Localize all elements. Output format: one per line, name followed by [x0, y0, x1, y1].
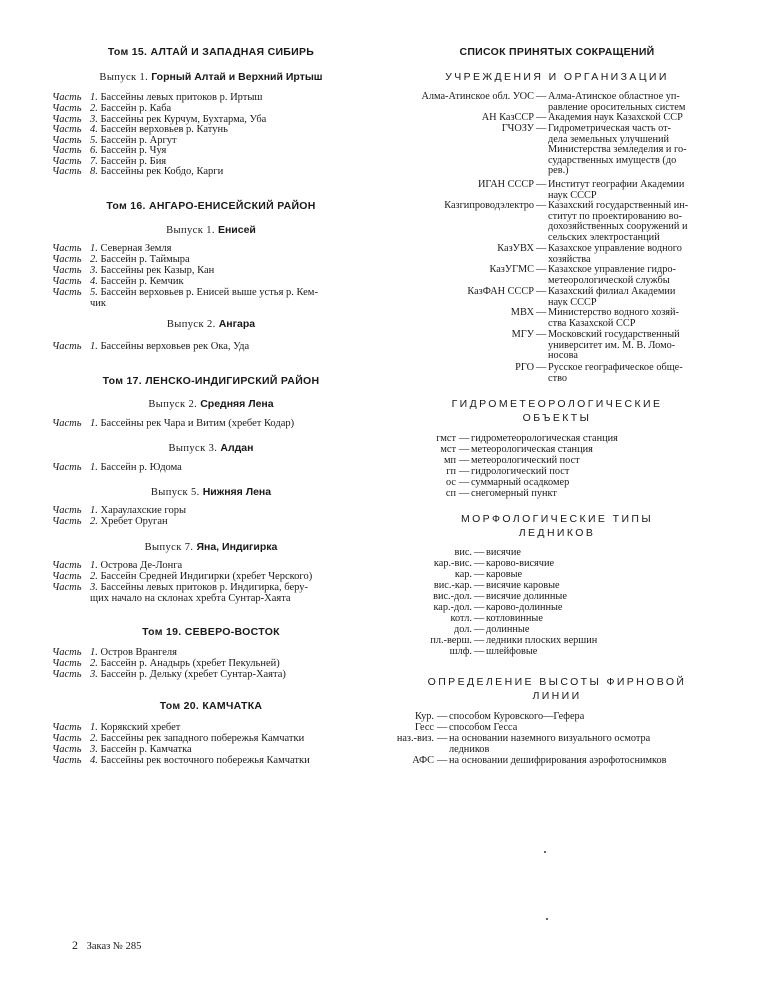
part-text: Хребет Оруган	[100, 516, 168, 527]
issue-heading	[52, 541, 370, 553]
part-label: Часть	[52, 516, 82, 527]
list-item	[52, 572, 370, 583]
part-label: Часть	[52, 755, 82, 766]
list-item	[52, 517, 370, 528]
definition: на основании наземного визуального осмотра	[449, 733, 651, 744]
abbreviation: мп	[443, 455, 456, 466]
part-number: 3.	[90, 265, 98, 276]
abbreviation: РГО	[515, 362, 534, 373]
definition: долинные	[486, 624, 530, 635]
part-label: Часть	[52, 341, 82, 352]
list-item	[52, 244, 370, 255]
part-label: Часть	[52, 135, 82, 146]
list-item	[52, 723, 370, 734]
part-label: Часть	[52, 733, 82, 744]
part-text: Бассейн р. Аргут	[100, 135, 177, 146]
abbreviation: АН КазССР	[481, 112, 534, 123]
abbreviation: пл.-верш.	[430, 635, 472, 646]
part-text: Остров Врангеля	[100, 647, 177, 658]
part-number: 2.	[90, 571, 98, 582]
abbreviation: вис.-дол.	[433, 591, 472, 602]
definition: гидрологический пост	[471, 466, 570, 477]
part-number: 7.	[90, 156, 98, 167]
part-number: 3.	[90, 582, 98, 593]
part-number: 4.	[90, 276, 98, 287]
definition: шлейфовые	[486, 646, 538, 657]
list-item	[52, 167, 370, 178]
definition: Казахское управление гидро- метеорологической службы	[548, 264, 676, 286]
part-number: 2.	[90, 658, 98, 669]
abbreviation: кар.-вис.	[433, 558, 472, 569]
issue-label: Выпуск 1.	[99, 72, 149, 83]
list-item	[52, 277, 370, 288]
definition: ледники плоских вершин	[486, 635, 598, 646]
part-label: Часть	[52, 276, 82, 287]
part-label: Часть	[52, 103, 82, 114]
list-item	[52, 342, 370, 353]
list-item	[52, 146, 370, 157]
list-item	[52, 756, 370, 767]
part-number: 2.	[90, 254, 98, 265]
list-item	[52, 648, 370, 659]
part-label: Часть	[52, 92, 82, 103]
definition: Алма-Атинское областное уп- равление оросительных систем	[548, 91, 686, 113]
abbreviation: гмст	[436, 433, 456, 444]
page-footer	[72, 938, 141, 953]
issue-label: Выпуск 7.	[144, 542, 194, 553]
abbreviation: Казгипроводэлектро	[444, 200, 534, 211]
abbreviation: шлф.	[449, 646, 472, 657]
abbreviation: ИГАН СССР	[477, 179, 534, 190]
list-item	[52, 125, 370, 136]
definition: гидрометеорологическая станция	[471, 433, 618, 444]
part-label: Часть	[52, 505, 82, 516]
part-number: 3.	[90, 744, 98, 755]
issue-heading	[52, 442, 370, 454]
part-label: Часть	[52, 582, 82, 593]
list-item	[52, 419, 370, 430]
scan-speck	[544, 851, 546, 853]
volume-title: Том 20. КАМЧАТКА	[159, 700, 263, 712]
issue-name: Яна, Индигирка	[196, 541, 278, 553]
page-number: 2	[72, 938, 78, 952]
issue-label: Выпуск 2.	[166, 319, 216, 330]
part-label: Часть	[52, 669, 82, 680]
definition: котловинные	[486, 613, 543, 624]
definition: на основании дешифрирования аэрофотоснимков	[449, 755, 667, 766]
part-text: Бассейны рек западного побережья Камчатки	[100, 733, 305, 744]
definition: Гидрометрическая часть от- дела земельных улучшений Министерства земледелия и го- сударственных имуществ (до рев.)	[548, 123, 687, 177]
issue-label: Выпуск 3.	[168, 443, 218, 454]
abbreviation: котл.	[450, 613, 472, 624]
part-number: 3.	[90, 114, 98, 125]
volume-title: Том 16. АНГАРО-ЕНИСЕЙСКИЙ РАЙОН	[106, 200, 316, 212]
abbreviation: КазУГМС	[489, 264, 534, 275]
abbreviations-title: СПИСОК ПРИНЯТЫХ СОКРАЩЕНИЙ	[459, 46, 655, 58]
abbreviation: Гесс	[414, 722, 434, 733]
definition: Институт географии Академии наук СССР	[548, 179, 685, 201]
definition: карово-долинные	[486, 602, 563, 613]
scan-speck	[546, 918, 548, 920]
definition: способом Гесса	[449, 722, 518, 733]
part-number: 1.	[90, 722, 98, 733]
abbreviation: МГУ	[511, 329, 534, 340]
part-text: Бассейн верховьев р. Катунь	[100, 124, 228, 135]
abbreviation: Алма-Атинское обл. УОС	[421, 91, 534, 102]
part-number: 4.	[90, 124, 98, 135]
part-label: Часть	[52, 744, 82, 755]
part-text: Бассейны рек Казыр, Кан	[100, 265, 215, 276]
section-heading: МОРФОЛОГИЧЕСКИЕ ТИПЫ	[460, 513, 654, 525]
definition: Казахский государственный ин- ститут по проектированию во- дохозяйственных сооружений и сельских электростанций	[548, 200, 689, 243]
part-number: 5.	[90, 287, 98, 298]
part-text: Бассейны рек Курчум, Бухтарма, Уба	[100, 114, 267, 125]
list-item-continuation: чик	[90, 298, 107, 309]
section-heading: ГИДРОМЕТЕОРОЛОГИЧЕСКИЕ	[451, 398, 663, 410]
list-item	[52, 463, 370, 474]
issue-heading	[52, 318, 370, 330]
part-text: Бассейн р. Кемчик	[100, 276, 184, 287]
definition: ледников	[449, 744, 490, 755]
issue-heading	[52, 71, 370, 83]
part-number: 1.	[90, 92, 98, 103]
part-label: Часть	[52, 722, 82, 733]
list-item	[52, 670, 370, 681]
part-number: 2.	[90, 733, 98, 744]
part-text: Бассейны левых притоков р. Индигирка, беру-	[100, 582, 309, 593]
part-text: Северная Земля	[100, 243, 172, 254]
section-heading: УЧРЕЖДЕНИЯ И ОРГАНИЗАЦИИ	[445, 71, 669, 83]
issue-name: Горный Алтай и Верхний Иртыш	[151, 71, 323, 83]
part-text: Бассейн р. Каба	[100, 103, 172, 114]
definition: висячие	[486, 547, 521, 558]
part-label: Часть	[52, 462, 82, 473]
abbreviation: КазФАН СССР	[467, 286, 534, 297]
issue-name: Енисей	[217, 224, 256, 236]
issue-heading	[52, 398, 370, 410]
definition: Московский государственный университет им. М. В. Ломо- носова	[548, 329, 680, 362]
part-text: Бассейн р. Юдома	[100, 462, 182, 473]
part-number: 1.	[90, 243, 98, 254]
list-item	[52, 561, 370, 572]
issue-name: Средняя Лена	[200, 398, 274, 410]
definition: каровые	[486, 569, 523, 580]
part-text: Бассейн р. Бия	[100, 156, 167, 167]
issue-name: Нижняя Лена	[202, 486, 272, 498]
abbreviation: Кур.	[415, 711, 434, 722]
abbreviation: дол.	[454, 624, 472, 635]
abbreviation: кар.	[454, 569, 472, 580]
list-item	[52, 104, 370, 115]
part-text: Бассейн р. Таймыра	[100, 254, 190, 265]
part-text: Бассейн р. Дельку (хребет Сунтар-Хаята)	[100, 669, 286, 680]
part-number: 6.	[90, 145, 98, 156]
volume-title: Том 17. ЛЕНСКО-ИНДИГИРСКИЙ РАЙОН	[102, 375, 320, 387]
part-label: Часть	[52, 265, 82, 276]
volume-title: Том 19. СЕВЕРО-ВОСТОК	[142, 626, 280, 638]
part-label: Часть	[52, 254, 82, 265]
part-label: Часть	[52, 124, 82, 135]
part-label: Часть	[52, 166, 82, 177]
part-label: Часть	[52, 156, 82, 167]
list-item	[52, 734, 370, 745]
part-label: Часть	[52, 560, 82, 571]
definition: Казахское управление водного хозяйства	[548, 243, 682, 265]
part-number: 1.	[90, 462, 98, 473]
section-heading-line2: ОБЪЕКТЫ	[522, 412, 592, 424]
section-heading: ОПРЕДЕЛЕНИЕ ВЫСОТЫ ФИРНОВОЙ	[427, 676, 687, 688]
part-label: Часть	[52, 243, 82, 254]
part-text: Острова Де-Лонга	[100, 560, 183, 571]
part-label: Часть	[52, 418, 82, 429]
part-number: 8.	[90, 166, 98, 177]
list-item	[52, 506, 370, 517]
part-label: Часть	[52, 658, 82, 669]
abbreviation: сп	[445, 488, 456, 499]
part-text: Бассейны верховьев рек Ока, Уда	[100, 341, 250, 352]
part-number: 4.	[90, 755, 98, 766]
volume-title: Том 15. АЛТАЙ И ЗАПАДНАЯ СИБИРЬ	[107, 46, 315, 58]
list-item	[52, 255, 370, 266]
part-label: Часть	[52, 145, 82, 156]
definition: суммарный осадкомер	[471, 477, 570, 488]
abbreviation: АФС	[412, 755, 434, 766]
definition: снегомерный пункт	[471, 488, 557, 499]
part-number: 1.	[90, 647, 98, 658]
part-label: Часть	[52, 647, 82, 658]
list-item	[52, 583, 370, 594]
part-text: Бассейн Средней Индигирки (хребет Черского)	[100, 571, 313, 582]
part-number: 1.	[90, 560, 98, 571]
abbreviation: ГЧОЗУ	[501, 123, 534, 134]
part-label: Часть	[52, 287, 82, 298]
abbreviation: вис.-кар.	[433, 580, 472, 591]
part-number: 1.	[90, 418, 98, 429]
order-number: Заказ № 285	[86, 941, 142, 952]
abbreviation: мст	[440, 444, 456, 455]
list-item	[52, 93, 370, 104]
section-heading-line2: ЛЕДНИКОВ	[518, 527, 596, 539]
part-text: Бассейн верховьев р. Енисей выше устья р. Кем-	[100, 287, 318, 298]
part-number: 1.	[90, 505, 98, 516]
list-item	[52, 288, 370, 299]
definition: способом Куровского—Гефера	[449, 711, 585, 722]
part-number: 2.	[90, 516, 98, 527]
part-text: Бассейн р. Анадырь (хребет Пекульней)	[100, 658, 280, 669]
part-text: Бассейн р. Камчатка	[100, 744, 192, 755]
definition: Русское географическое обще- ство	[548, 362, 683, 384]
abbreviation: вис.	[454, 547, 472, 558]
definition: метеорологическая станция	[471, 444, 593, 455]
abbreviation: ос	[446, 477, 456, 488]
issue-label: Выпуск 5.	[150, 487, 200, 498]
part-text: Бассейны левых притоков р. Иртыш	[100, 92, 263, 103]
part-label: Часть	[52, 114, 82, 125]
part-text: Бассейн р. Чуя	[100, 145, 167, 156]
part-text: Хараулахские горы	[100, 505, 187, 516]
definition: метеорологический пост	[471, 455, 580, 466]
issue-label: Выпуск 1.	[166, 225, 215, 236]
part-number: 2.	[90, 103, 98, 114]
part-number: 1.	[90, 341, 98, 352]
issue-label: Выпуск 2.	[148, 399, 198, 410]
definition: висячие долинные	[486, 591, 567, 602]
issue-name: Ангара	[218, 318, 256, 330]
part-text: Бассейны рек Кобдо, Карги	[100, 166, 224, 177]
definition: карово-висячие	[486, 558, 555, 569]
issue-heading	[52, 224, 370, 236]
part-number: 3.	[90, 669, 98, 680]
definition: Министерство водного хозяй- ства Казахской ССР	[548, 307, 679, 329]
definition: висячие каровые	[486, 580, 560, 591]
abbreviation: гп	[446, 466, 456, 477]
list-item	[52, 745, 370, 756]
section-heading-line2: ЛИНИИ	[532, 690, 582, 702]
issue-heading	[52, 486, 370, 498]
abbreviation: наз.-виз.	[396, 733, 434, 744]
list-item	[52, 659, 370, 670]
part-number: 5.	[90, 135, 98, 146]
issue-name: Алдан	[220, 442, 254, 454]
part-label: Часть	[52, 571, 82, 582]
list-item	[52, 266, 370, 277]
definition: Казахский филиал Академии наук СССР	[548, 286, 676, 308]
part-text: Корякский хребет	[100, 722, 181, 733]
abbreviation: КазУВХ	[497, 243, 534, 254]
abbreviation: кар.-дол.	[433, 602, 472, 613]
abbreviation: МВХ	[510, 307, 534, 318]
definition: Академия наук Казахской ССР	[548, 112, 683, 123]
part-text: Бассейны рек восточного побережья Камчатки	[100, 755, 310, 766]
list-item-continuation: щих начало на склонах хребта Сунтар-Хаята	[90, 593, 291, 604]
part-text: Бассейны рек Чара и Витим (хребет Кодар)	[100, 418, 295, 429]
